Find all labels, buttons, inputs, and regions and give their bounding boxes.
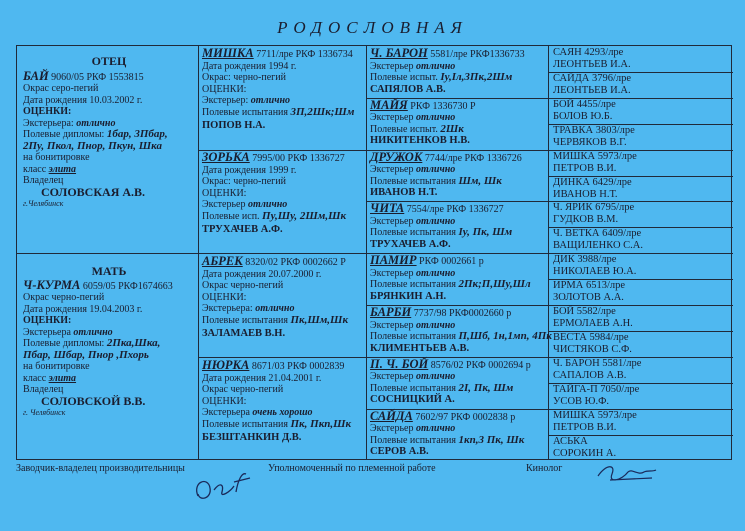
great-grandparent-cell bbox=[370, 305, 552, 354]
great-grandparent-name: П. Ч. БОЙ bbox=[370, 356, 429, 371]
grandparent-color: Окрас: черно-пегий bbox=[202, 72, 286, 83]
grandparent-title-line bbox=[202, 48, 364, 61]
great-grandparent-exterior-value: отлично bbox=[415, 319, 456, 331]
great-grandparent-trials-value: Iу, Пк, Шм bbox=[458, 226, 513, 239]
great-grandparent-trials-line bbox=[370, 72, 546, 84]
great-grandparent-cell bbox=[370, 97, 546, 147]
ancestor-reg: ВЕСТА 5984/лре bbox=[553, 331, 629, 343]
great-grandparent-reg: 7554/лре РКФ 1336727 bbox=[406, 204, 504, 216]
father-exterior-label: Экстерьера: bbox=[23, 117, 74, 129]
great-grandparent-trials-value: 2Пк;П,Шу,Шл bbox=[458, 278, 531, 291]
ancestor-cell bbox=[553, 410, 729, 434]
grandparent-trials-value: Пк,Шм,Шк bbox=[290, 313, 349, 326]
great-grandparent-name: ПАМИР bbox=[370, 253, 417, 268]
ancestor-owner: ЗОЛОТОВ А.А. bbox=[553, 292, 624, 304]
grandparent-exterior-label: Экстерьер: bbox=[202, 95, 249, 106]
great-grandparent-owner: СОСНИЦКИЙ А. bbox=[370, 394, 455, 406]
mother-class-label: класс bbox=[23, 372, 47, 384]
great-grandparent-reg: РКФ 1336730 Р bbox=[410, 100, 476, 112]
grandparent-exterior-value: отлично bbox=[247, 199, 288, 210]
great-grandparent-title-line bbox=[370, 408, 546, 424]
father-diplomas-cont: 2Пу, Пкол, Пнор, Пкун, Шка bbox=[23, 139, 162, 152]
grandparent-trials-line bbox=[202, 315, 364, 327]
great-grandparent-trials-label: Полевые испыт. bbox=[370, 72, 438, 83]
mother-bonitir: на бонитировке bbox=[23, 361, 90, 372]
great-grandparent-name: ЧИТА bbox=[370, 201, 405, 216]
great-grandparent-title-line bbox=[370, 356, 546, 372]
great-grandparent-title-line bbox=[370, 149, 546, 165]
great-grandparent-title-line bbox=[370, 307, 546, 320]
ancestor-owner: ЕРМОЛАЕВ А.Н. bbox=[553, 318, 633, 329]
father-class: элита bbox=[48, 163, 77, 175]
great-grandparent-owner: ТРУХАЧЕВ А.Ф. bbox=[370, 238, 451, 250]
authorized-label: Уполномоченный по племенной работе bbox=[268, 463, 436, 474]
great-grandparent-trials-label: Полевые испытания bbox=[370, 382, 456, 394]
grandparent-title-line bbox=[202, 256, 364, 269]
great-grandparent-trials-line bbox=[370, 435, 546, 447]
grandparent-owner: ТРУХАЧЕВ А.Ф. bbox=[202, 224, 283, 235]
great-grandparent-name: БАРБИ bbox=[370, 305, 412, 319]
great-grandparent-trials-line bbox=[370, 330, 552, 343]
cynologist-label: Кинолог bbox=[526, 463, 563, 474]
grandparent-cell bbox=[202, 360, 364, 444]
grandparent-name: ЗОРЬКА bbox=[202, 150, 250, 164]
ancestor-cell bbox=[553, 254, 729, 278]
father-name: БАЙ bbox=[23, 68, 49, 83]
father-heading: ОТЕЦ bbox=[91, 54, 127, 68]
ancestor-owner: ПЕТРОВ В.И. bbox=[553, 162, 617, 174]
ancestor-reg: БОЙ 5582/лре bbox=[553, 306, 616, 317]
grandparent-cell bbox=[202, 152, 364, 236]
ancestor-cell bbox=[553, 436, 729, 460]
grandparent-trials-line bbox=[202, 419, 364, 431]
great-grandparent-owner: СЕРОВ А.В. bbox=[370, 446, 429, 458]
ancestor-reg: ТАЙГА-П 7050/лре bbox=[553, 383, 640, 395]
great-grandparent-trials-label: Полевые испытания bbox=[370, 227, 456, 239]
mother-city: г. Челябинск bbox=[23, 408, 66, 417]
grandparent-name: МИШКА bbox=[202, 46, 254, 60]
grandparent-exterior-value: очень хорошо bbox=[252, 407, 313, 418]
mother-color: Окрас черно-пегий bbox=[23, 292, 105, 303]
great-grandparent-trials-line bbox=[370, 124, 546, 136]
grandparent-exterior-value: отлично bbox=[255, 303, 295, 314]
grandparent-color: Окрас черно-пегий bbox=[202, 280, 284, 291]
mother-diplomas-cont: Пбар, Шбар, Пнор ,Пхорь bbox=[23, 348, 149, 361]
great-grandparent-cell bbox=[370, 203, 546, 250]
grandparent-trials-label: Полевые исп. bbox=[202, 210, 260, 222]
ancestor-owner: УСОВ Ю.Ф. bbox=[553, 395, 609, 407]
ancestor-cell bbox=[553, 384, 729, 408]
great-grandparent-reg: РКФ 0002661 р bbox=[419, 256, 484, 268]
great-grandparent-exterior-label: Экстерьер bbox=[370, 215, 414, 227]
great-grandparent-trials-line bbox=[370, 227, 546, 239]
ancestor-owner: ЧЕРВЯКОВ В.Г. bbox=[553, 136, 627, 148]
great-grandparent-exterior-value: отлично bbox=[415, 164, 456, 176]
document-title: РОДОСЛОВНАЯ bbox=[277, 18, 468, 37]
ancestor-reg: Ч. БАРОН 5581/лре bbox=[553, 357, 642, 369]
ancestor-cell bbox=[553, 125, 729, 149]
father-diplomas-label: Полевые дипломы: bbox=[23, 129, 105, 140]
father-color: Окрас серо-пегий bbox=[23, 83, 99, 94]
mother-heading: МАТЬ bbox=[91, 264, 127, 278]
ancestor-reg: Ч. ЯРИК 6795/лре bbox=[553, 202, 635, 214]
great-grandparent-title-line bbox=[370, 97, 546, 113]
mother-ratings-label: ОЦЕНКИ: bbox=[23, 315, 72, 326]
great-grandparent-trials-label: Полевые испытания bbox=[370, 434, 456, 446]
ancestor-owner: СОРОКИН А. bbox=[553, 447, 617, 459]
great-grandparent-cell bbox=[370, 48, 546, 95]
mother-exterior-value: отлично bbox=[73, 326, 113, 338]
ancestor-cell bbox=[553, 151, 729, 175]
father-cell bbox=[23, 54, 195, 210]
great-grandparent-exterior-value: отлично bbox=[415, 60, 456, 72]
great-grandparent-owner: САПЯЛОВ А.В. bbox=[370, 83, 446, 95]
pedigree-table bbox=[16, 45, 732, 460]
ancestor-reg: САЯН 4293/лре bbox=[553, 47, 624, 58]
mother-exterior-label: Экстерьера bbox=[23, 326, 71, 338]
ancestor-cell bbox=[553, 47, 729, 71]
ancestor-reg: МИШКА 5973/лре bbox=[553, 409, 637, 421]
great-grandparent-exterior-label: Экстерьер bbox=[370, 112, 414, 124]
grandparent-dob: Дата рождения 20.07.2000 г. bbox=[202, 268, 322, 280]
great-grandparent-exterior-label: Экстерьер bbox=[370, 267, 414, 279]
father-ratings-label: ОЦЕНКИ: bbox=[23, 106, 72, 117]
ancestor-cell bbox=[553, 306, 729, 330]
ancestor-owner: ЛЕОНТЬЕВ И.А. bbox=[553, 84, 631, 96]
grandparent-reg: 7711/лре РКФ 1336734 bbox=[256, 49, 353, 60]
ancestor-cell bbox=[553, 332, 729, 356]
great-grandparent-exterior-value: отлично bbox=[415, 112, 456, 124]
ancestor-owner: ГУДКОВ В.М. bbox=[553, 214, 619, 226]
great-grandparent-reg: 8576/02 РКФ 0002694 р bbox=[430, 359, 531, 371]
ancestor-owner: ЛЕОНТЬЕВ И.А. bbox=[553, 59, 631, 70]
mother-diplomas: 2Пка,Шка, bbox=[106, 337, 161, 349]
father-reg: 9060/05 РКФ 1553815 bbox=[51, 71, 144, 83]
grandparent-owner: ПОПОВ Н.А. bbox=[202, 120, 266, 131]
grandparent-trials-value: Пк, Пкп,Шк bbox=[290, 417, 352, 430]
mother-owner: СОЛОВСКОЙ В.В. bbox=[41, 393, 146, 408]
great-grandparent-exterior-label: Экстерьер bbox=[370, 371, 414, 383]
great-grandparent-reg: 7602/97 РКФ 0002838 р bbox=[415, 411, 516, 423]
ancestor-owner: ВАЩИЛЕНКО С.А. bbox=[553, 240, 644, 252]
mother-name: Ч-КУРМА bbox=[23, 277, 81, 292]
mother-reg: 6059/05 РКФ1674663 bbox=[82, 280, 173, 292]
ancestor-owner: ПЕТРОВ В.И. bbox=[553, 421, 617, 433]
ancestor-reg: ИРМА 6513/лре bbox=[553, 280, 626, 292]
ancestor-owner: БОЛОВ Ю.Б. bbox=[553, 110, 613, 122]
great-grandparent-exterior-label: Экстерьер bbox=[370, 319, 414, 331]
grandparent-ratings-label: ОЦЕНКИ: bbox=[202, 83, 247, 95]
great-grandparent-owner: КЛИМЕНТЬЕВ А.В. bbox=[370, 342, 470, 354]
cynologist-signature bbox=[592, 458, 662, 492]
great-grandparent-exterior-value: отлично bbox=[415, 423, 456, 435]
father-owner: СОЛОВСКАЯ А.В. bbox=[41, 184, 146, 199]
great-grandparent-owner: НИКИТЕНКОВ Н.В. bbox=[370, 135, 470, 147]
breeder-signature bbox=[190, 462, 260, 508]
ancestor-reg: АСЬКА bbox=[553, 435, 588, 447]
great-grandparent-exterior-value: отлично bbox=[415, 215, 456, 227]
ancestor-reg: ДИНКА 6429/лре bbox=[553, 176, 632, 188]
row-divider bbox=[17, 253, 198, 254]
father-diplomas: 1бар, 3Пбар, bbox=[106, 128, 168, 140]
grandparent-name: АБРЕК bbox=[202, 254, 243, 268]
grandparent-exterior-label: Экстерьера: bbox=[202, 303, 253, 314]
great-grandparent-exterior-label: Экстерьер bbox=[370, 164, 414, 176]
great-grandparent-trials-label: Полевые испыт. bbox=[370, 123, 438, 135]
great-grandparent-exterior-value: отлично bbox=[415, 371, 456, 383]
great-grandparent-exterior-label: Экстерьер bbox=[370, 423, 414, 435]
grandparent-trials-label: Полевые испытания bbox=[202, 314, 288, 326]
ancestor-cell bbox=[553, 280, 729, 304]
grandparent-cell bbox=[202, 256, 364, 340]
great-grandparent-title-line bbox=[370, 255, 546, 268]
ancestor-owner: ЧИСТЯКОВ С.Ф. bbox=[553, 343, 632, 355]
ancestor-reg: САЙДА 3796/лре bbox=[553, 72, 632, 84]
great-grandparent-trials-value: 2Шк bbox=[440, 122, 464, 135]
grandparent-cell bbox=[202, 48, 364, 132]
great-grandparent-cell bbox=[370, 356, 546, 406]
grandparent-reg: 8320/02 РКФ 0002662 Р bbox=[245, 257, 346, 268]
grandparent-color: Окрас: черно-пегий bbox=[202, 176, 286, 187]
grandparent-title-line bbox=[202, 152, 364, 165]
grandparent-trials-line bbox=[202, 211, 364, 223]
father-exterior-value: отлично bbox=[76, 117, 116, 129]
grandparent-trials-value: Пу,Шу, 2Шм,Шк bbox=[262, 209, 347, 222]
ancestor-reg: МИШКА 5973/лре bbox=[553, 150, 637, 162]
ancestor-owner: ИВАНОВ Н.Т. bbox=[553, 188, 618, 200]
great-grandparent-name: САЙДА bbox=[370, 408, 413, 423]
mother-cell bbox=[23, 266, 195, 419]
great-grandparent-cell bbox=[370, 408, 546, 458]
father-city: г.Челябинск bbox=[23, 199, 64, 208]
great-grandparent-trials-line bbox=[370, 279, 546, 291]
grandparent-color: Окрас черно-пегий bbox=[202, 384, 284, 395]
ancestor-cell bbox=[553, 99, 729, 123]
grandparent-reg: 8671/03 РКФ 0002839 bbox=[251, 361, 345, 372]
ancestor-reg: ДИК 3988/лре bbox=[553, 254, 617, 266]
mother-class: элита bbox=[48, 372, 77, 384]
father-bonitir: на бонитировке bbox=[23, 152, 90, 163]
breeder-label: Заводчик-владелец производительницы bbox=[16, 463, 185, 474]
mother-owner-label: Владелец bbox=[23, 384, 64, 395]
great-grandparent-cell bbox=[370, 255, 546, 302]
ancestor-reg: БОЙ 4455/лре bbox=[553, 98, 616, 110]
grandparent-name: НЮРКА bbox=[202, 358, 250, 372]
grandparent-trials-label: Полевые испытания bbox=[202, 418, 288, 430]
ancestor-cell bbox=[553, 228, 729, 252]
great-grandparent-title-line bbox=[370, 48, 546, 61]
ancestor-reg: Ч. ВЕТКА 6409/лре bbox=[553, 228, 642, 240]
grandparent-trials-line bbox=[202, 107, 364, 119]
great-grandparent-owner: ИВАНОВ Н.Т. bbox=[370, 187, 438, 199]
grandparent-dob: Дата рождения 21.04.2001 г. bbox=[202, 372, 322, 384]
ancestor-reg: ТРАВКА 3803/лре bbox=[553, 124, 635, 136]
grandparent-ratings-label: ОЦЕНКИ: bbox=[202, 187, 247, 199]
ancestor-cell bbox=[553, 177, 729, 201]
great-grandparent-reg: 7744/лре РКФ 1336726 bbox=[424, 152, 522, 164]
grandparent-owner: ЗАЛАМАЕВ В.Н. bbox=[202, 328, 286, 339]
great-grandparent-name: ДРУЖОК bbox=[370, 149, 423, 164]
great-grandparent-owner: БРЯНКИН А.Н. bbox=[370, 290, 447, 302]
great-grandparent-name: Ч. БАРОН bbox=[370, 46, 428, 60]
ancestor-cell bbox=[553, 202, 729, 226]
great-grandparent-name: МАЙЯ bbox=[370, 97, 408, 112]
father-owner-label: Владелец bbox=[23, 175, 64, 186]
great-grandparent-exterior-label: Экстерьер bbox=[370, 60, 414, 72]
great-grandparent-trials-value: П,Шб, 1н,1мп, 4Пк bbox=[458, 330, 552, 342]
ancestor-cell bbox=[553, 73, 729, 97]
father-dob: Дата рождения 10.03.2002 г. bbox=[23, 94, 143, 106]
great-grandparent-reg: 5581/лре РКФ1336733 bbox=[430, 49, 525, 60]
grandparent-exterior-value: отлично bbox=[250, 95, 291, 106]
grandparent-dob: Дата рождения 1999 г. bbox=[202, 164, 297, 176]
great-grandparent-trials-line bbox=[370, 383, 546, 395]
great-grandparent-trials-label: Полевые испытания bbox=[370, 331, 456, 342]
great-grandparent-cell bbox=[370, 149, 546, 199]
great-grandparent-exterior-value: отлично bbox=[415, 267, 456, 279]
grandparent-ratings-label: ОЦЕНКИ: bbox=[202, 395, 247, 407]
grandparent-trials-label: Полевые испытания bbox=[202, 106, 288, 118]
great-grandparent-reg: 7737/98 РКФ0002660 р bbox=[413, 308, 512, 319]
ancestor-owner: САПАЛОВ А.В. bbox=[553, 369, 627, 381]
grandparent-dob: Дата рождения 1994 г. bbox=[202, 60, 297, 72]
mother-dob: Дата рождения 19.04.2003 г. bbox=[23, 303, 143, 315]
great-grandparent-trials-value: Шм, Шк bbox=[458, 174, 502, 187]
grandparent-reg: 7995/00 РКФ 1336727 bbox=[252, 153, 345, 164]
grandparent-exterior-label: Экстерьера bbox=[202, 407, 250, 418]
grandparent-ratings-label: ОЦЕНКИ: bbox=[202, 291, 247, 303]
father-class-label: класс bbox=[23, 163, 47, 175]
great-grandparent-trials-value: 2I, Пк, Шм bbox=[458, 381, 514, 394]
grandparent-trials-value: 3П,2Шк;Шм bbox=[290, 105, 355, 118]
great-grandparent-trials-line bbox=[370, 176, 546, 188]
grandparent-exterior-label: Экстерьер bbox=[202, 199, 246, 210]
great-grandparent-trials-value: 1кп,3 Пк, Шк bbox=[458, 433, 525, 446]
grandparent-title-line bbox=[202, 360, 364, 373]
ancestor-cell bbox=[553, 358, 729, 382]
great-grandparent-trials-label: Полевые испытания bbox=[370, 175, 456, 187]
great-grandparent-title-line bbox=[370, 203, 546, 216]
great-grandparent-trials-value: Iу,Iл,3Пк,2Шм bbox=[440, 71, 513, 83]
grandparent-owner: БЕЗШТАНКИН Д.В. bbox=[202, 432, 302, 443]
ancestor-owner: НИКОЛАЕВ Ю.А. bbox=[553, 266, 637, 278]
great-grandparent-trials-label: Полевые испытания bbox=[370, 279, 456, 291]
mother-diplomas-label: Полевые дипломы: bbox=[23, 338, 105, 349]
